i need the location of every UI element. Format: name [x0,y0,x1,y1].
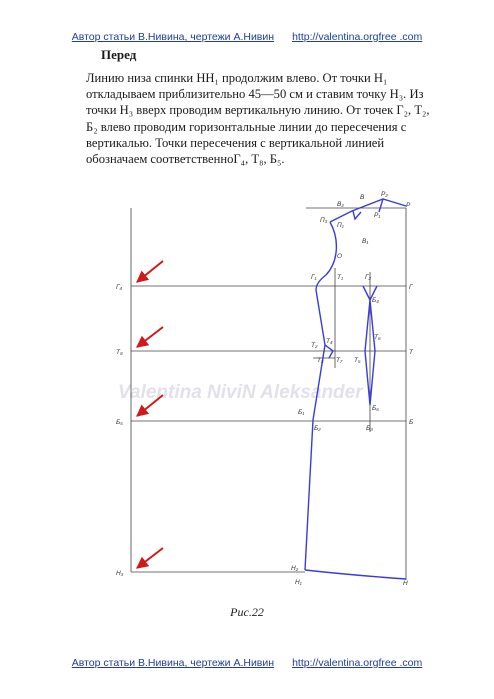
label-p2: Р₂ [381,191,388,198]
label-t5: Т₅ [354,357,361,364]
label-v: В [360,194,365,201]
header-author: Автор статьи В.Нивина, чертежи А.Нивин [71,31,275,43]
label-b: Б [409,419,414,426]
label-g4: Г₄ [116,284,123,291]
paragraph-line: Линию низа спинки НН₁ продолжим влево. От точки Н₁ [86,71,388,85]
paragraph-line: вертикалью. Точки пересечения с вертикальной линией [86,135,385,150]
label-t1: Т₁ [337,274,344,281]
paragraph-line: точки Н₃ вверх проводим вертикальную линию. От точек Г₂, Т₂, [86,103,430,118]
label-p1: Р₁ [374,212,381,219]
header-link[interactable]: http://valentina.orgfree .com [292,31,423,43]
footer-link[interactable]: http://valentina.orgfree .com [292,657,423,669]
armhole-curve [316,222,336,290]
label-t: Т [409,349,413,356]
shoulder-dart [353,211,361,219]
label-b1: Б₁ [298,409,305,416]
label-p1-neck: П₁ [337,222,344,229]
section-title: Перед [101,47,137,62]
paragraph-line: обозначаем соответственноГ₄, Т₈, Б₅. [86,152,285,167]
label-n3: Н₃ [116,570,124,577]
label-b4: Б₄ [372,297,379,304]
label-t3: Т₃ [317,357,324,364]
label-b2: Б₂ [314,425,321,432]
red-arrows [137,261,163,568]
label-n2: Н₂ [291,565,299,572]
label-b3: Б₃ [366,425,373,432]
page-footer [0,657,494,669]
label-g1: Г₁ [311,274,317,281]
label-b5: Б₅ [116,419,123,426]
label-t2: Т₂ [311,342,318,349]
arrow-icon [137,548,163,568]
arrow-icon [137,261,163,282]
label-o: О [337,253,343,260]
label-t8: Т₈ [116,349,123,356]
label-t7: Т₇ [336,357,343,364]
figure-caption: Рис.22 [230,605,264,619]
footer-author: Автор статьи В.Нивина, чертежи А.Нивин [71,657,275,669]
watermark: Valentina NiviN Aleksander [118,382,363,403]
label-t6: Т₆ [374,334,381,341]
label-t4: Т₄ [326,338,333,345]
label-b6: Б₆ [372,405,379,412]
paragraph-line: Б₂ влево проводим горизонтальные линии до пересечения с [86,119,407,134]
side-dart [325,345,333,358]
arrow-icon [137,327,163,347]
label-p3: П₃ [320,217,328,224]
label-n1: Н₁ [295,579,302,586]
label-n: Н [403,580,408,587]
hem-curve [305,570,406,579]
label-v1: В₁ [362,238,369,245]
label-g2: Г₂ [365,274,372,281]
label-p: Р [406,202,411,209]
label-v2: В₂ [337,201,344,208]
paragraph-line: откладываем приблизительно 45—50 см и ставим точку Н₃. Из [86,87,424,102]
label-g: Г [409,284,413,291]
